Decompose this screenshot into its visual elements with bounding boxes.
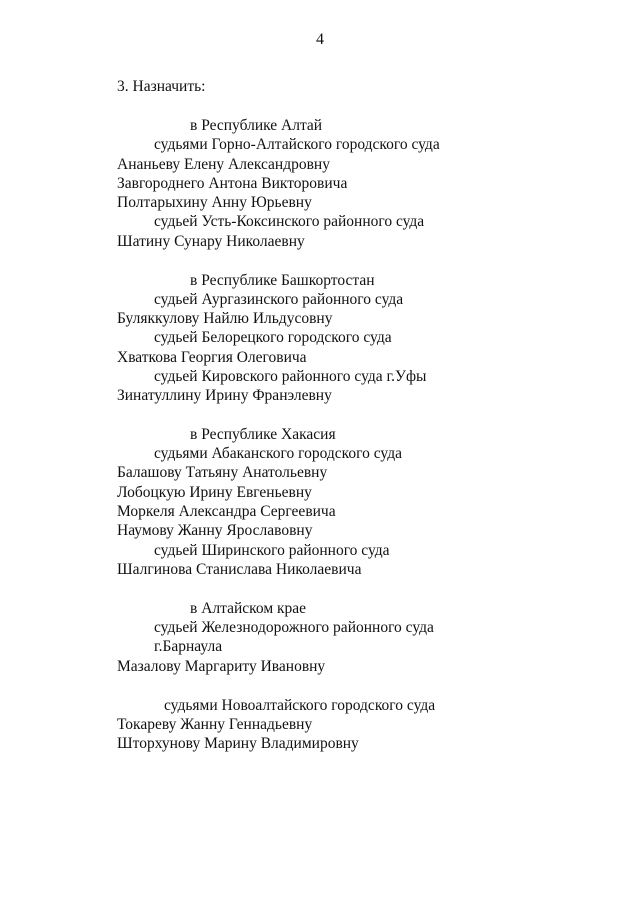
court-abakan: судьями Абаканского городского суда xyxy=(154,445,402,462)
judge-name: Шатину Сунару Николаевну xyxy=(117,233,305,250)
court-city-barnaul: г.Барнаула xyxy=(154,638,223,655)
judge-name: Шалгинова Станислава Николаевича xyxy=(117,561,362,578)
judge-name: Завгороднего Антона Викторовича xyxy=(117,175,348,192)
region-heading-altai-republic: в Республике Алтай xyxy=(190,117,323,134)
court-shira: судьей Ширинского районного суда xyxy=(154,542,390,559)
region-heading-bashkortostan: в Республике Башкортостан xyxy=(190,272,375,289)
judge-name: Лобоцкую Ирину Евгеньевну xyxy=(117,484,312,501)
judge-name: Буляккулову Найлю Ильдусовну xyxy=(117,310,333,327)
judge-name: Балашову Татьяну Анатольевну xyxy=(117,464,328,481)
judge-name: Наумову Жанну Ярославовну xyxy=(117,522,313,539)
court-gorno-altaisk: судьями Горно-Алтайского городского суда xyxy=(154,136,440,153)
judge-name: Токареву Жанну Геннадьевну xyxy=(117,716,313,733)
page-number: 4 xyxy=(316,31,324,48)
judge-name: Шторхунову Марину Владимировну xyxy=(117,735,359,752)
judge-name: Зинатуллину Ирину Франэлевну xyxy=(117,387,332,404)
court-zheleznodorozhny: судьей Железнодорожного районного суда xyxy=(154,619,434,636)
judge-name: Ананьеву Елену Александровну xyxy=(117,156,330,173)
judge-name: Хваткова Георгия Олеговича xyxy=(117,349,307,366)
court-aurgazy: судьей Аургазинского районного суда xyxy=(154,291,404,308)
judge-name: Мазалову Маргариту Ивановну xyxy=(117,658,326,675)
judge-name: Полтарыхину Анну Юрьевну xyxy=(117,194,312,211)
court-ust-koksa: судьей Усть-Коксинского районного суда xyxy=(154,213,425,230)
region-heading-khakassia: в Республике Хакасия xyxy=(190,426,336,443)
item-heading: 3. Назначить: xyxy=(117,78,206,95)
court-novoaltaisk: судьями Новоалтайского городского суда xyxy=(164,697,436,714)
court-beloretsk: судьей Белорецкого городского суда xyxy=(154,329,392,346)
court-kirovsky-ufa: судьей Кировского районного суда г.Уфы xyxy=(154,368,427,385)
judge-name: Моркеля Александра Сергеевича xyxy=(117,503,336,520)
region-heading-altai-krai: в Алтайском крае xyxy=(190,600,307,617)
